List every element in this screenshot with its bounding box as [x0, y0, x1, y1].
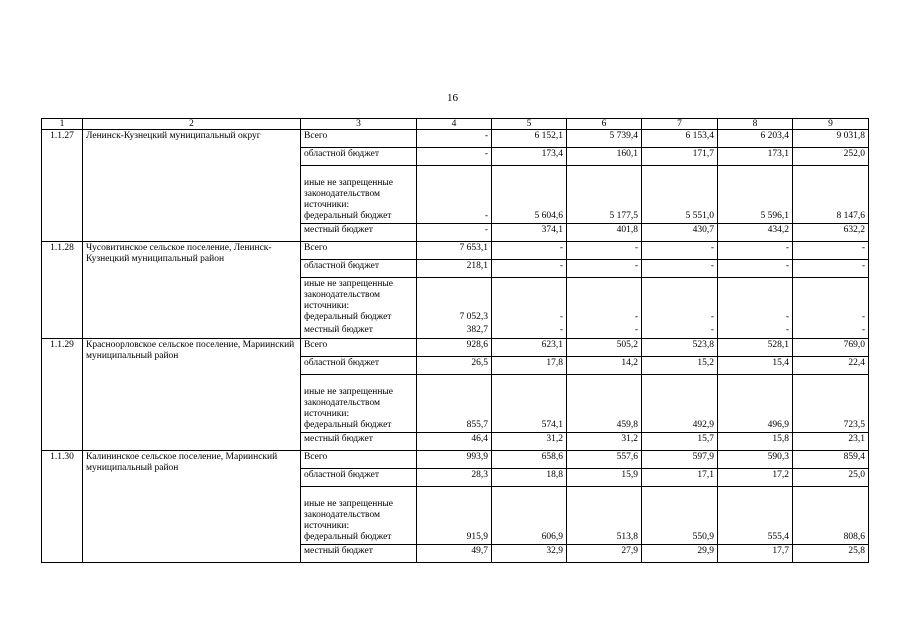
- value-cell: 505,2: [567, 338, 642, 356]
- column-header: 5: [492, 119, 567, 130]
- value-cell: -: [567, 324, 642, 338]
- value-cell: 173,1: [718, 148, 793, 166]
- value-cell: -: [642, 260, 718, 278]
- value-cell: 171,7: [642, 148, 718, 166]
- value-cell: 7 052,3: [417, 278, 492, 325]
- value-cell: 27,9: [567, 544, 642, 562]
- value-cell: -: [793, 324, 869, 338]
- source-label-local: местный бюджет: [301, 324, 417, 338]
- value-cell: 8 147,6: [793, 166, 869, 224]
- value-cell: 49,7: [417, 544, 492, 562]
- value-cell: -: [417, 224, 492, 242]
- value-cell: 555,4: [718, 486, 793, 544]
- value-cell: 26,5: [417, 356, 492, 374]
- source-label-federal: федеральный бюджет: [304, 419, 392, 430]
- column-header: 1: [42, 119, 83, 130]
- value-cell: -: [492, 260, 567, 278]
- column-header: 4: [417, 119, 492, 130]
- column-header: 8: [718, 119, 793, 130]
- value-cell: 31,2: [567, 432, 642, 450]
- value-cell: 15,9: [567, 468, 642, 486]
- source-label-other-line: законодательством: [304, 290, 381, 300]
- value-cell: 915,9: [417, 486, 492, 544]
- source-label-other-line: иные не запрещенные: [304, 279, 394, 289]
- value-cell: -: [642, 242, 718, 260]
- entry-name: Калининское сельское поселение, Мариинский муниципальный район: [83, 450, 301, 562]
- column-header: 2: [83, 119, 301, 130]
- value-cell: 9 031,8: [793, 130, 869, 148]
- source-label-other-line: источники:: [304, 408, 350, 419]
- value-cell: 597,9: [642, 450, 718, 468]
- value-cell: -: [718, 242, 793, 260]
- header-row: [42, 119, 869, 130]
- source-label-federal: федеральный бюджет: [304, 211, 392, 221]
- value-cell: -: [793, 260, 869, 278]
- value-cell: 523,8: [642, 338, 718, 356]
- value-cell: 17,7: [718, 544, 793, 562]
- value-cell: 606,9: [492, 486, 567, 544]
- source-label-local: местный бюджет: [301, 432, 417, 450]
- value-cell: 574,1: [492, 374, 567, 432]
- value-cell: 5 739,4: [567, 130, 642, 148]
- table-row: [42, 242, 869, 260]
- source-label-regional: областной бюджет: [301, 260, 417, 278]
- value-cell: 769,0: [793, 338, 869, 356]
- value-cell: 513,8: [567, 486, 642, 544]
- value-cell: 23,1: [793, 432, 869, 450]
- table-row: [42, 130, 869, 148]
- source-label-regional: областной бюджет: [301, 468, 417, 486]
- entry-name: Красноорловское сельское поселение, Мариинский муниципальный район: [83, 338, 301, 450]
- value-cell: -: [417, 130, 492, 148]
- source-label-other-line: источники:: [304, 301, 350, 311]
- value-cell: 496,9: [718, 374, 793, 432]
- value-cell: 15,2: [642, 356, 718, 374]
- value-cell: 723,5: [793, 374, 869, 432]
- value-cell: 928,6: [417, 338, 492, 356]
- value-cell: 28,3: [417, 468, 492, 486]
- value-cell: 218,1: [417, 260, 492, 278]
- value-cell: -: [793, 278, 869, 325]
- source-label-other: [301, 166, 417, 224]
- value-cell: 623,1: [492, 338, 567, 356]
- value-cell: 15,8: [718, 432, 793, 450]
- value-cell: -: [417, 148, 492, 166]
- source-label-other: [301, 278, 417, 325]
- value-cell: 374,1: [492, 224, 567, 242]
- value-cell: 173,4: [492, 148, 567, 166]
- source-label-other: [301, 486, 417, 544]
- value-cell: 550,9: [642, 486, 718, 544]
- value-cell: -: [642, 324, 718, 338]
- page-number: 16: [447, 92, 458, 104]
- column-header: 6: [567, 119, 642, 130]
- value-cell: 160,1: [567, 148, 642, 166]
- value-cell: 18,8: [492, 468, 567, 486]
- value-cell: 401,8: [567, 224, 642, 242]
- value-cell: 46,4: [417, 432, 492, 450]
- source-label-other-line: законодательством: [304, 397, 381, 408]
- value-cell: 590,3: [718, 450, 793, 468]
- value-cell: 7 653,1: [417, 242, 492, 260]
- source-label-other-line: источники:: [304, 200, 350, 210]
- value-cell: -: [718, 260, 793, 278]
- value-cell: 993,9: [417, 450, 492, 468]
- value-cell: 5 551,0: [642, 166, 718, 224]
- value-cell: 17,8: [492, 356, 567, 374]
- value-cell: -: [718, 278, 793, 325]
- value-cell: 25,8: [793, 544, 869, 562]
- source-label-other-line: законодательством: [304, 509, 381, 520]
- value-cell: 492,9: [642, 374, 718, 432]
- entry-code: 1.1.29: [42, 338, 83, 450]
- value-cell: 29,9: [642, 544, 718, 562]
- value-cell: 17,2: [718, 468, 793, 486]
- value-cell: 31,2: [492, 432, 567, 450]
- value-cell: -: [718, 324, 793, 338]
- source-label-other-line: законодательством: [304, 189, 381, 199]
- value-cell: 859,4: [793, 450, 869, 468]
- value-cell: 6 152,1: [492, 130, 567, 148]
- value-cell: 632,2: [793, 224, 869, 242]
- value-cell: 14,2: [567, 356, 642, 374]
- value-cell: -: [417, 166, 492, 224]
- value-cell: 25,0: [793, 468, 869, 486]
- column-header: 9: [793, 119, 869, 130]
- value-cell: 6 203,4: [718, 130, 793, 148]
- source-label-regional: областной бюджет: [301, 356, 417, 374]
- entry-code: 1.1.27: [42, 130, 83, 242]
- value-cell: -: [492, 242, 567, 260]
- column-header: 7: [642, 119, 718, 130]
- entry-code: 1.1.30: [42, 450, 83, 562]
- value-cell: 22,4: [793, 356, 869, 374]
- value-cell: 5 604,6: [492, 166, 567, 224]
- value-cell: 15,4: [718, 356, 793, 374]
- value-cell: 855,7: [417, 374, 492, 432]
- source-label-regional: областной бюджет: [301, 148, 417, 166]
- entry-name: Ленинск-Кузнецкий муниципальный округ: [83, 130, 301, 242]
- value-cell: 459,8: [567, 374, 642, 432]
- value-cell: -: [567, 242, 642, 260]
- source-label-local: местный бюджет: [301, 224, 417, 242]
- entry-name: Чусовитинское сельское поселение, Ленинск-Кузнецкий муниципальный район: [83, 242, 301, 339]
- table-row: [42, 338, 869, 356]
- value-cell: 6 153,4: [642, 130, 718, 148]
- budget-table: [41, 118, 869, 563]
- value-cell: 430,7: [642, 224, 718, 242]
- source-label-other-line: иные не запрещенные: [304, 178, 394, 188]
- value-cell: 5 596,1: [718, 166, 793, 224]
- source-label-federal: федеральный бюджет: [304, 531, 392, 542]
- value-cell: 32,9: [492, 544, 567, 562]
- value-cell: 5 177,5: [567, 166, 642, 224]
- source-label-other-line: иные не запрещенные: [304, 498, 394, 509]
- value-cell: 808,6: [793, 486, 869, 544]
- source-label-other: [301, 374, 417, 432]
- value-cell: 15,7: [642, 432, 718, 450]
- value-cell: -: [567, 278, 642, 325]
- value-cell: -: [642, 278, 718, 325]
- source-label-total: Всего: [301, 130, 417, 148]
- entry-code: 1.1.28: [42, 242, 83, 339]
- source-label-other-line: источники:: [304, 520, 350, 531]
- value-cell: 434,2: [718, 224, 793, 242]
- table-row: [42, 450, 869, 468]
- value-cell: 658,6: [492, 450, 567, 468]
- source-label-other-line: иные не запрещенные: [304, 386, 394, 397]
- value-cell: 557,6: [567, 450, 642, 468]
- value-cell: 528,1: [718, 338, 793, 356]
- value-cell: -: [567, 260, 642, 278]
- value-cell: 252,0: [793, 148, 869, 166]
- value-cell: -: [492, 278, 567, 325]
- value-cell: 17,1: [642, 468, 718, 486]
- source-label-total: Всего: [301, 242, 417, 260]
- source-label-total: Всего: [301, 450, 417, 468]
- source-label-total: Всего: [301, 338, 417, 356]
- source-label-local: местный бюджет: [301, 544, 417, 562]
- value-cell: -: [793, 242, 869, 260]
- column-header: 3: [301, 119, 417, 130]
- value-cell: -: [492, 324, 567, 338]
- value-cell: 382,7: [417, 324, 492, 338]
- source-label-federal: федеральный бюджет: [304, 312, 392, 322]
